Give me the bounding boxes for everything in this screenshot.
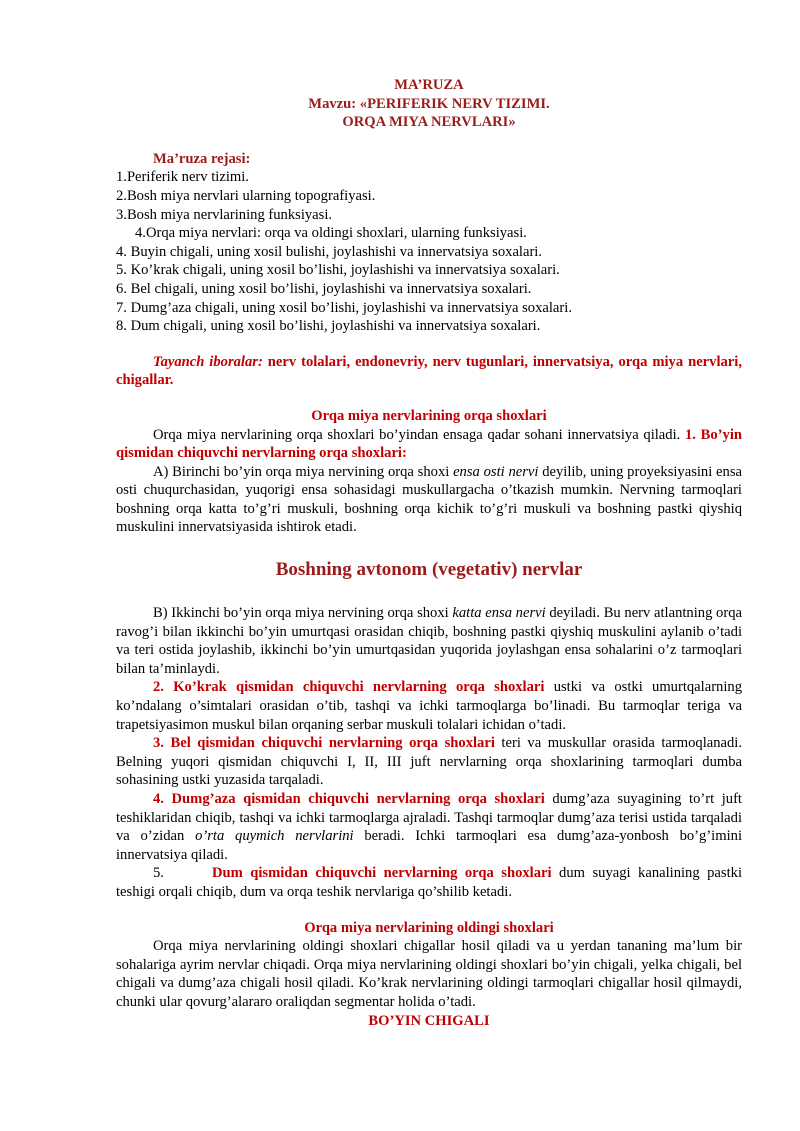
section-heading-autonomic: Boshning avtonom (vegetativ) nervlar <box>275 559 583 581</box>
subheading-cervical: 1. Bo’yin qismidan chiquvchi nervlarning orqa shoxlari: <box>116 426 742 462</box>
paragraph-text: Orqa miya nervlarining orqa shoxlari bo’yindan ensaga qadar sohani innervatsiya qiladi. <box>153 426 685 443</box>
paragraph-text: deyiladi. Bu nerv atlantning orqa ravog’i bilan ikkinchi bo’yin umurtqasi orasidan chiqib, boshning pastki qiyshiq muskulini aylanib o’tadi va teri ostida joylashib, ikkinchi bo’yin umurtqasidan yuqorida joylashgan ensa sohalarini o’z tarmoqlari bilan ta’minlaydi. <box>116 605 742 677</box>
term-italic: o’rta quymich nervlarini <box>195 828 354 845</box>
title-line-1: MA’RUZA <box>394 77 464 93</box>
paragraph-text: ustki va ostki umurtqalarning ko’ndalang o’simtalari orasidan o’tib, tashqi va ichki tarmoqlarga bo’linadi. Bu tarmoqlar teriga va trapetsiyasimon muskul bilan orqaning serbar muskuli tolalari ichidan o’tadi. <box>116 679 742 733</box>
term-italic: ensa osti nervi <box>453 463 539 480</box>
paragraph-b <box>116 604 742 678</box>
plan-item: 5. Ko’krak chigali, uning xosil bo’lishi, joylashishi va innervatsiya soxalari. <box>116 262 560 279</box>
document-content <box>116 76 742 1030</box>
plan-item: 7. Dumg’aza chigali, uning xosil bo’lishi, joylashishi va innervatsiya soxalari. <box>116 299 572 316</box>
paragraph-text: deyilib, uning proyeksiyasini ensa osti chuqurchasidan, yuqorigi ensa sohasidagi muskullargacha o’tkazish mumkin. Nervning tarmoqlari boshning orqa katta to’g’ri muskuli, boshning orqa kichik to’g’ri muskuli va boshning pastki qiyshiq muskulini innervatsiyasida ishtirok etadi. <box>116 463 742 536</box>
paragraph-3 <box>116 734 742 790</box>
paragraph-text: dumg’aza suyagining to’rt juft teshiklaridan chiqib, tashqi va ichki tarmoqlarga ajraladi. Tashqi tarmoqlar dumg’aza terisi ustida tarqaladi va o’zidan <box>116 791 742 845</box>
paragraph-dorsal-intro <box>116 426 742 463</box>
paragraph-text: B) Ikkinchi bo’yin orqa miya nervining orqa shoxi <box>153 605 453 622</box>
paragraph-text: dum suyagi kanalining pastki teshigi orqali chiqib, dum va orqa teshik nervlariga qo’shilib ketadi. <box>116 865 742 900</box>
title-line-2: Mavzu: «PERIFERIK NERV TIZIMI. <box>308 95 550 112</box>
plan-item: 8. Dum chigali, uning xosil bo’lishi, joylashishi va innervatsiya soxalari. <box>116 318 541 335</box>
plan-heading: Ma’ruza rejasi: <box>153 150 251 167</box>
plan-item: 6. Bel chigali, uning xosil bo’lishi, joylashishi va innervatsiya soxalari. <box>116 280 532 297</box>
paragraph-text: beradi. Ichki tarmoqlari esa dumg’aza-yonbosh bo’g’imini innervatsiya qiladi. <box>116 828 742 863</box>
plan-item: 1.Periferik nerv tizimi. <box>116 169 249 186</box>
plan-item: 4.Orqa miya nervlari: orqa va oldingi shoxlari, ularning funksiyasi. <box>135 225 527 242</box>
subheading-lumbar: 3. Bel qismidan chiquvchi nervlarning orqa shoxlari <box>153 735 495 752</box>
plan-item: 3.Bosh miya nervlarining funksiyasi. <box>116 206 333 223</box>
paragraph-text: A) Birinchi bo’yin orqa miya nervining orqa shoxi <box>153 463 454 480</box>
subheading-coccygeal: Dum qismidan chiquvchi nervlarning orqa shoxlari <box>211 865 552 882</box>
paragraph-5 <box>116 864 742 901</box>
title-line-3: ORQA MIYA NERVLARI» <box>342 114 516 131</box>
section-heading-ventral-branches: Orqa miya nervlarining oldingi shoxlari <box>304 919 554 936</box>
keywords-text: nerv tolalari, endonevriy, nerv tugunlari, innervatsiya, orqa miya nervlari, chigallar. <box>116 353 742 389</box>
keywords-paragraph <box>116 353 742 390</box>
keywords-label: Tayanch iboralar: <box>153 353 263 370</box>
paragraph-2 <box>116 678 742 734</box>
document-title <box>116 76 742 132</box>
section-heading-dorsal-branches: Orqa miya nervlarining orqa shoxlari <box>311 407 547 424</box>
paragraph-4 <box>116 790 742 864</box>
plan-item: 4. Buyin chigali, uning xosil bulishi, joylashishi va innervatsiya soxalari. <box>116 243 543 260</box>
paragraph-ventral: Orqa miya nervlarining oldingi shoxlari chigallar hosil qiladi va u yerdan tananing ma’lum bir sohalariga ayrim nervlar chiqadi. Orqa miya nervlarining oldingi shoxlari bo’yin chigali, yelka chigali, bel chigali va dumg’aza chigali hosil qiladi. Ko’krak nervlarining oldingi tarmoqlari chigallar hosil qilmaydi, chunki ular qovurg’alararo oraliqdan segmentar holida o’tadi. <box>116 938 742 1010</box>
paragraph-text: teri va muskullar orasida tarmoqlanadi. Belning yuqori qismidan chiquvchi I, II, III juft nervlarning orqa shoxlarining tarmoqlari dumba sohasining ustki yuzasida tarqaladi. <box>116 735 742 789</box>
item-number: 5. <box>153 865 164 882</box>
term-italic: katta ensa nervi <box>452 605 546 622</box>
plan-list <box>116 168 742 335</box>
paragraph-a <box>116 463 742 537</box>
plan-item: 2.Bosh miya nervlari ularning topografiyasi. <box>116 187 376 204</box>
section-heading-cervical-plexus: BO’YIN CHIGALI <box>368 1012 490 1029</box>
subheading-thoracic: 2. Ko’krak qismidan chiquvchi nervlarning orqa shoxlari <box>153 679 545 696</box>
subheading-sacral: 4. Dumg’aza qismidan chiquvchi nervlarning orqa shoxlari <box>153 791 545 807</box>
